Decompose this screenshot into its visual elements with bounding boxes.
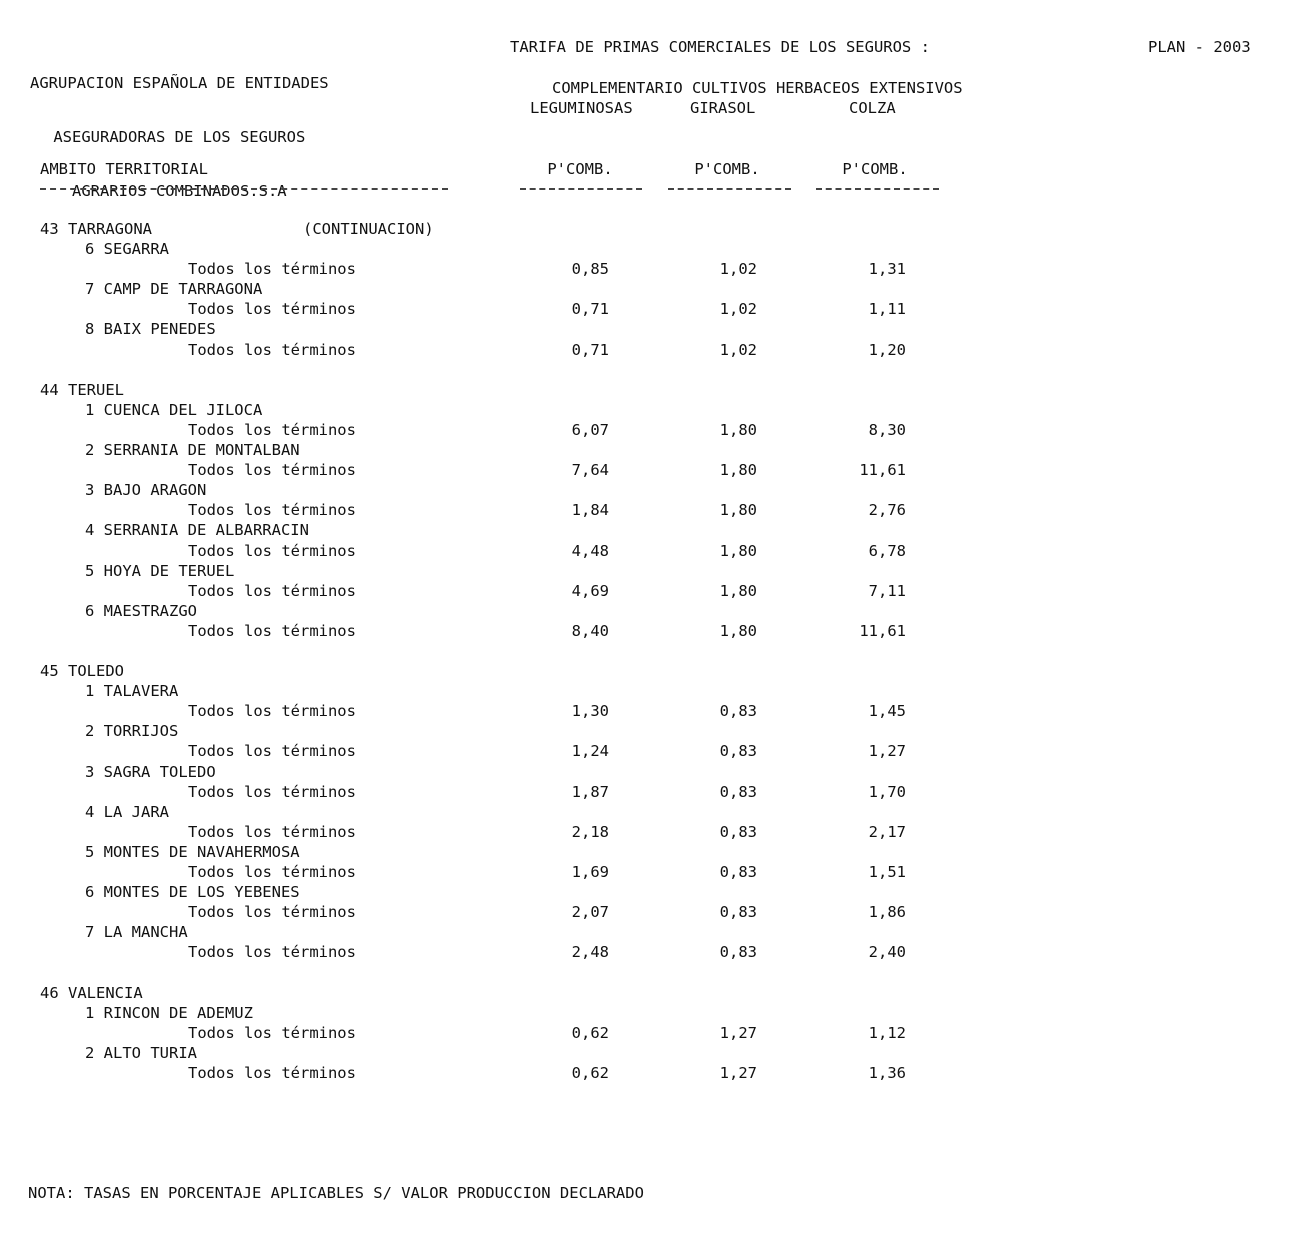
term-label: Todos los términos xyxy=(188,300,356,319)
comarca-name: 1 RINCON DE ADEMUZ xyxy=(85,1003,253,1022)
comarca-row xyxy=(0,520,1292,540)
term-label: Todos los términos xyxy=(188,541,356,560)
term-label: Todos los términos xyxy=(188,1023,356,1042)
term-row xyxy=(0,259,1292,279)
column-header-colza: P'COMB. xyxy=(842,160,908,178)
value-colza: 1,27 xyxy=(868,742,906,761)
term-label: Todos los términos xyxy=(188,581,356,600)
value-colza: 1,36 xyxy=(868,1063,906,1082)
term-row xyxy=(0,420,1292,440)
comarca-name: 6 MAESTRAZGO xyxy=(85,601,197,620)
comarca-row xyxy=(0,842,1292,862)
crop-leguminosas: LEGUMINOSAS xyxy=(530,99,633,117)
value-leguminosas: 4,48 xyxy=(571,541,609,560)
value-colza: 1,70 xyxy=(868,782,906,801)
term-label: Todos los términos xyxy=(188,420,356,439)
column-header-leguminosas: P'COMB. xyxy=(547,160,613,178)
value-leguminosas: 0,62 xyxy=(571,1063,609,1082)
org-line-1: AGRUPACION ESPAÑOLA DE ENTIDADES xyxy=(30,74,329,92)
value-leguminosas: 4,69 xyxy=(571,581,609,600)
comarca-name: 7 CAMP DE TARRAGONA xyxy=(85,280,263,299)
value-leguminosas: 2,07 xyxy=(571,903,609,922)
province-name: 46 VALENCIA xyxy=(40,983,143,1002)
comarca-row xyxy=(0,319,1292,339)
value-girasol: 1,80 xyxy=(719,420,757,439)
comarca-row xyxy=(0,802,1292,822)
section-spacer xyxy=(0,360,1292,380)
value-girasol: 1,02 xyxy=(719,340,757,359)
term-label: Todos los términos xyxy=(188,702,356,721)
term-label: Todos los términos xyxy=(188,822,356,841)
continuation-note: (CONTINUACION) xyxy=(303,220,434,238)
header-divider xyxy=(520,188,642,190)
value-girasol: 0,83 xyxy=(719,903,757,922)
term-row xyxy=(0,299,1292,319)
value-colza: 1,45 xyxy=(868,702,906,721)
value-leguminosas: 0,71 xyxy=(571,340,609,359)
value-girasol: 1,80 xyxy=(719,581,757,600)
section-spacer xyxy=(0,962,1292,982)
term-label: Todos los términos xyxy=(188,340,356,359)
value-colza: 1,86 xyxy=(868,903,906,922)
section-spacer xyxy=(0,641,1292,661)
comarca-name: 1 TALAVERA xyxy=(85,682,179,701)
value-girasol: 0,83 xyxy=(719,863,757,881)
term-label: Todos los términos xyxy=(188,260,356,279)
comarca-name: 4 SERRANIA DE ALBARRACIN xyxy=(85,521,309,540)
comarca-row xyxy=(0,681,1292,701)
value-colza: 11,61 xyxy=(859,621,906,640)
value-girasol: 0,83 xyxy=(719,943,757,962)
comarca-row xyxy=(0,1003,1292,1023)
province-row xyxy=(0,983,1292,1003)
value-leguminosas: 8,40 xyxy=(571,621,609,640)
crop-colza: COLZA xyxy=(849,99,896,117)
comarca-name: 2 ALTO TURIA xyxy=(85,1043,197,1062)
comarca-name: 6 SEGARRA xyxy=(85,240,169,259)
value-leguminosas: 1,87 xyxy=(571,782,609,801)
comarca-row xyxy=(0,601,1292,621)
comarca-row xyxy=(0,480,1292,500)
comarca-name: 7 LA MANCHA xyxy=(85,923,188,942)
value-colza: 1,51 xyxy=(868,863,906,881)
term-row xyxy=(0,500,1292,520)
document-subtitle: COMPLEMENTARIO CULTIVOS HERBACEOS EXTENSIVOS xyxy=(552,79,963,97)
province-row xyxy=(0,380,1292,400)
comarca-row xyxy=(0,1043,1292,1063)
comarca-name: 2 SERRANIA DE MONTALBAN xyxy=(85,441,300,460)
comarca-row xyxy=(0,882,1292,902)
value-colza: 11,61 xyxy=(859,461,906,480)
value-colza: 2,40 xyxy=(868,943,906,962)
comarca-row xyxy=(0,400,1292,420)
comarca-name: 2 TORRIJOS xyxy=(85,722,179,741)
comarca-name: 3 SAGRA TOLEDO xyxy=(85,762,216,781)
term-row xyxy=(0,1023,1292,1043)
term-row xyxy=(0,581,1292,601)
comarca-row xyxy=(0,279,1292,299)
term-label: Todos los términos xyxy=(188,461,356,480)
comarca-row xyxy=(0,762,1292,782)
value-girasol: 0,83 xyxy=(719,822,757,841)
value-colza: 1,20 xyxy=(868,340,906,359)
term-row xyxy=(0,862,1292,882)
value-girasol: 0,83 xyxy=(719,742,757,761)
value-leguminosas: 0,71 xyxy=(571,300,609,319)
organization-name xyxy=(30,38,329,218)
term-row xyxy=(0,701,1292,721)
term-label: Todos los términos xyxy=(188,782,356,801)
value-girasol: 1,27 xyxy=(719,1023,757,1042)
comarca-name: 1 CUENCA DEL JILOCA xyxy=(85,400,263,419)
value-colza: 2,17 xyxy=(868,822,906,841)
value-leguminosas: 1,69 xyxy=(571,863,609,881)
column-header-girasol: P'COMB. xyxy=(694,160,760,178)
crop-girasol: GIRASOL xyxy=(690,99,756,117)
term-label: Todos los términos xyxy=(188,943,356,962)
comarca-row xyxy=(0,561,1292,581)
tariff-table xyxy=(0,219,1292,1083)
value-girasol: 1,80 xyxy=(719,541,757,560)
term-row xyxy=(0,782,1292,802)
term-row xyxy=(0,822,1292,842)
value-colza: 1,12 xyxy=(868,1023,906,1042)
value-colza: 7,11 xyxy=(868,581,906,600)
province-name: 43 TARRAGONA xyxy=(40,220,152,238)
comarca-row xyxy=(0,239,1292,259)
document-title: TARIFA DE PRIMAS COMERCIALES DE LOS SEGUROS : xyxy=(510,38,930,56)
value-colza: 1,31 xyxy=(868,260,906,279)
column-header-ambito: AMBITO TERRITORIAL xyxy=(40,160,208,178)
value-leguminosas: 1,24 xyxy=(571,742,609,761)
header-divider xyxy=(40,188,448,190)
term-label: Todos los términos xyxy=(188,903,356,922)
comarca-name: 3 BAJO ARAGON xyxy=(85,481,207,500)
term-label: Todos los términos xyxy=(188,742,356,761)
value-leguminosas: 0,85 xyxy=(571,260,609,279)
term-label: Todos los términos xyxy=(188,621,356,640)
comarca-name: 4 LA JARA xyxy=(85,802,169,821)
value-girasol: 0,83 xyxy=(719,702,757,721)
term-row xyxy=(0,541,1292,561)
value-leguminosas: 1,30 xyxy=(571,702,609,721)
org-line-3: AGRARIOS COMBINADOS.S.A xyxy=(71,182,287,200)
value-leguminosas: 0,62 xyxy=(571,1023,609,1042)
term-row xyxy=(0,902,1292,922)
value-leguminosas: 6,07 xyxy=(571,420,609,439)
value-girasol: 1,80 xyxy=(719,501,757,520)
value-colza: 1,11 xyxy=(868,300,906,319)
footnote: NOTA: TASAS EN PORCENTAJE APLICABLES S/ VALOR PRODUCCION DECLARADO xyxy=(28,1184,644,1202)
term-label: Todos los términos xyxy=(188,1063,356,1082)
header-divider xyxy=(816,188,939,190)
value-girasol: 1,02 xyxy=(719,260,757,279)
term-label: Todos los términos xyxy=(188,863,356,881)
comarca-name: 8 BAIX PENEDES xyxy=(85,320,216,339)
province-name: 45 TOLEDO xyxy=(40,662,124,681)
plan-year: PLAN - 2003 xyxy=(1148,38,1251,56)
value-girasol: 1,02 xyxy=(719,300,757,319)
value-girasol: 0,83 xyxy=(719,782,757,801)
comarca-row xyxy=(0,721,1292,741)
comarca-name: 5 MONTES DE NAVAHERMOSA xyxy=(85,842,300,861)
province-row xyxy=(0,661,1292,681)
term-row xyxy=(0,741,1292,761)
header-divider xyxy=(668,188,791,190)
term-label: Todos los términos xyxy=(188,501,356,520)
comarca-name: 6 MONTES DE LOS YEBENES xyxy=(85,883,300,902)
term-row xyxy=(0,621,1292,641)
value-girasol: 1,27 xyxy=(719,1063,757,1082)
province-row xyxy=(0,219,1292,239)
term-row xyxy=(0,1063,1292,1083)
term-row xyxy=(0,460,1292,480)
comarca-row xyxy=(0,922,1292,942)
value-girasol: 1,80 xyxy=(719,461,757,480)
org-line-2: ASEGURADORAS DE LOS SEGUROS xyxy=(53,128,306,146)
value-colza: 2,76 xyxy=(868,501,906,520)
value-colza: 8,30 xyxy=(868,420,906,439)
term-row xyxy=(0,942,1292,962)
value-leguminosas: 1,84 xyxy=(571,501,609,520)
value-leguminosas: 7,64 xyxy=(571,461,609,480)
value-colza: 6,78 xyxy=(868,541,906,560)
value-girasol: 1,80 xyxy=(719,621,757,640)
value-leguminosas: 2,48 xyxy=(571,943,609,962)
term-row xyxy=(0,340,1292,360)
province-name: 44 TERUEL xyxy=(40,380,124,399)
comarca-row xyxy=(0,440,1292,460)
value-leguminosas: 2,18 xyxy=(571,822,609,841)
comarca-name: 5 HOYA DE TERUEL xyxy=(85,561,235,580)
